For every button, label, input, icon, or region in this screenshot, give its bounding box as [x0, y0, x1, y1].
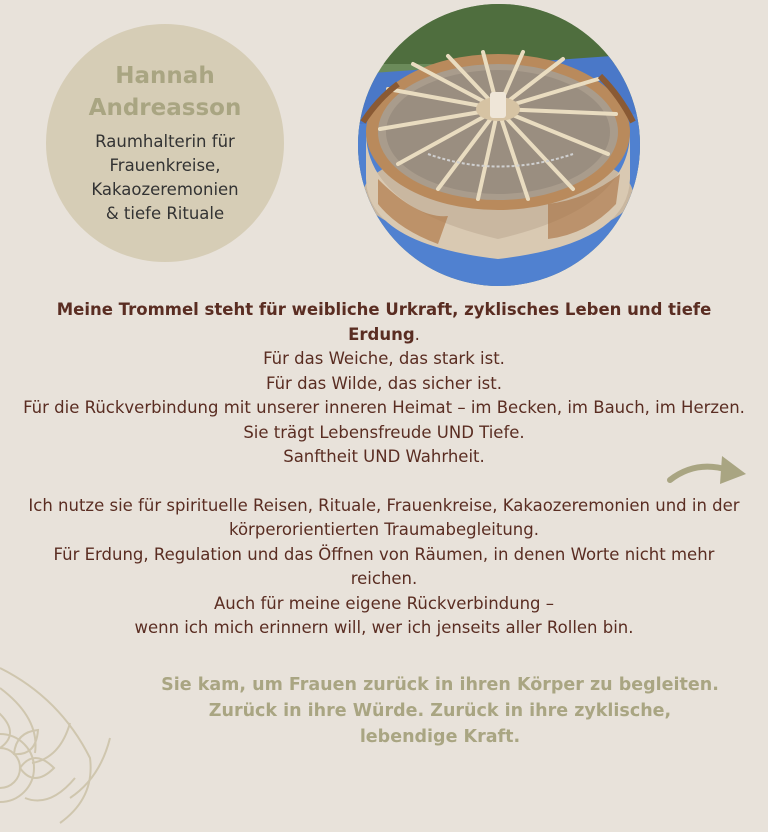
text-line: Für die Rückverbindung mit unserer inneren Heimat – im Becken, im Bauch, im Herzen. — [23, 398, 745, 417]
role-line: & tiefe Rituale — [105, 204, 225, 223]
text-line: Für Erdung, Regulation und das Öffnen von Räumen, in denen Worte nicht mehr reichen. — [53, 544, 715, 588]
name-first: Hannah — [115, 63, 215, 89]
role-line: Frauenkreise, — [109, 156, 221, 175]
role-line: Raumhalterin für — [95, 132, 235, 151]
closing-line: lebendige Kraft. — [359, 727, 521, 747]
name-last: Andreasson — [88, 95, 242, 121]
curved-arrow-right-icon — [666, 452, 748, 496]
text-line: Ich nutze sie für spirituelle Reisen, Rituale, Frauenkreise, Kakaozeremonien und in der körperorientierten Traumabegleitung. — [28, 495, 740, 539]
paragraph-spacer — [18, 470, 750, 494]
lead-sentence — [18, 298, 750, 347]
role-line: Kakaozeremonien — [91, 180, 239, 199]
lead-bold: Meine Trommel steht für weibliche Urkraft, zyklisches Leben und tiefe Erdung — [56, 300, 712, 344]
role-description — [91, 130, 238, 226]
drum-description — [18, 298, 750, 641]
drum-photo — [358, 4, 640, 286]
lead-period: . — [414, 324, 420, 344]
text-line: Sanftheit UND Wahrheit. — [283, 447, 485, 466]
profile-circle — [46, 24, 284, 262]
closing-statement — [110, 672, 768, 750]
text-line: Für das Wilde, das sicher ist. — [266, 373, 502, 393]
closing-line: Sie kam, um Frauen zurück in ihren Körper zu begleiten. — [161, 675, 719, 695]
text-line: Auch für meine eigene Rückverbindung – — [213, 593, 555, 613]
text-line: wenn ich mich erinnern will, wer ich jenseits aller Rollen bin. — [134, 618, 634, 637]
text-line: Für das Weiche, das stark ist. — [263, 349, 505, 368]
closing-line: Zurück in ihre Würde. Zurück in ihre zyklische, — [208, 701, 672, 721]
text-line: Sie trägt Lebensfreude UND Tiefe. — [243, 422, 525, 442]
